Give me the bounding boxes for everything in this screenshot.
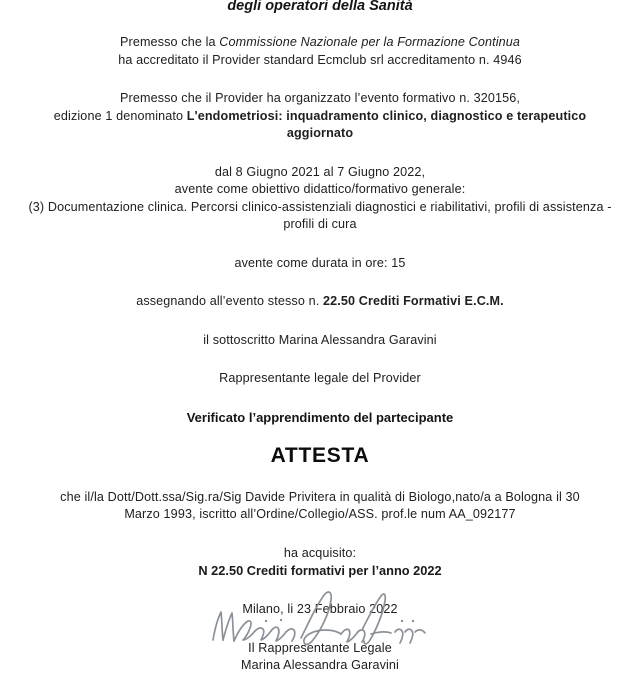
assigned-credits-prefix: assegnando all’evento stesso n. — [136, 294, 323, 308]
attesta-heading: ATTESTA — [270, 443, 370, 467]
participant-details-line-1: che il/la Dott/Dott.ssa/Sig.ra/Sig Davide Privitera in qualità di Biologo,nato/a a Bologna il 30 — [60, 489, 580, 504]
premise-commission-prefix: Premesso che la — [119, 35, 220, 49]
certificate-header-title: degli operatori della Sanità — [227, 0, 413, 14]
signer-role: Il Rappresentante Legale — [248, 640, 392, 655]
event-period: dal 8 Giugno 2021 al 7 Giugno 2022, — [214, 164, 426, 179]
premise-event-block — [0, 90, 640, 143]
premise-accreditation-line: ha accreditato il Provider standard Ecmclub srl accreditamento n. 4946 — [118, 52, 522, 67]
provider-legal-role: Rappresentante legale del Provider — [219, 371, 421, 385]
commission-name: Commissione Nazionale per la Formazione Continua — [219, 35, 521, 49]
place-date-block — [0, 601, 640, 619]
acquired-credits-value: N 22.50 Crediti formativi per l’anno 2022 — [198, 563, 442, 578]
assigned-credits-line — [26, 293, 614, 311]
assigned-credits-block — [0, 293, 640, 311]
event-edition-prefix: edizione 1 denominato — [53, 108, 187, 123]
event-duration-block — [0, 255, 640, 273]
attesta-block — [0, 444, 640, 468]
participant-details-line-2: Marzo 1993, iscritto all’Ordine/Collegio/ASS. prof.le num AA_092177 — [124, 507, 516, 521]
verified-learning-block — [0, 409, 640, 427]
event-period-block — [0, 164, 640, 234]
premise-commission-line-1 — [26, 34, 614, 52]
objective-text: (3) Documentazione clinica. Percorsi clinico-assistenziali diagnostici e riabilitativi, profili di assistenza - profili di cura — [28, 199, 612, 231]
objective-label: avente come obiettivo didattico/formativo generale: — [174, 182, 466, 196]
event-duration: avente come durata in ore: 15 — [234, 255, 406, 270]
premise-commission-block — [0, 34, 640, 69]
verified-learning-text: Verificato l’apprendimento del partecipante — [186, 409, 454, 425]
event-number-line: Premesso che il Provider ha organizzato l’evento formativo n. 320156, — [119, 91, 520, 105]
undersigned-block — [0, 332, 640, 350]
acquired-label: ha acquisito: — [283, 545, 357, 560]
acquired-credits-block — [0, 545, 640, 581]
event-title: L'endometriosi: inquadramento clinico, diagnostico e terapeutico aggiornato — [186, 108, 587, 140]
assigned-credits-value: 22.50 Crediti Formativi E.C.M. — [322, 294, 504, 308]
signer-block — [0, 640, 640, 675]
participant-block — [0, 489, 640, 524]
signer-name: Marina Alessandra Garavini — [241, 658, 399, 672]
event-title-line — [26, 108, 614, 143]
undersigned-name: il sottoscritto Marina Alessandra Garavini — [203, 332, 437, 347]
place-and-date: Milano, li 23 Febbraio 2022 — [242, 602, 398, 616]
provider-role-block — [0, 370, 640, 388]
